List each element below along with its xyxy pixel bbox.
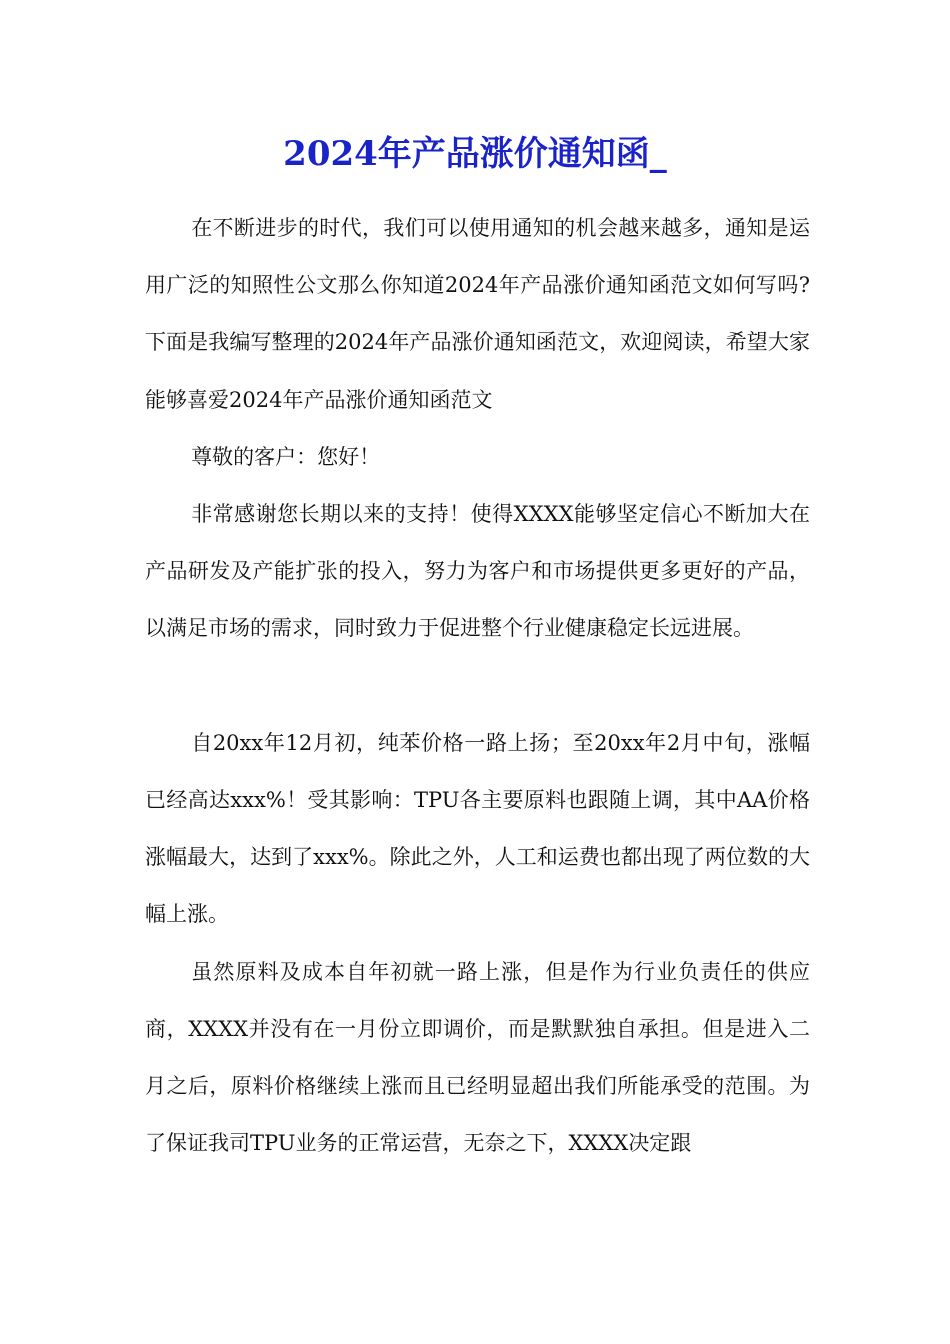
- paragraph-salutation: 尊敬的客户：您好！: [191, 444, 381, 469]
- paragraph-intro: 在不断进步的时代，我们可以使用通知的机会越来越多，通知是运用广泛的知照性公文那么你知道2024年产品涨价通知函范文如何写吗?下面是我编写整理的2024年产品涨价通知函范文，欢迎阅读，希望大家能够喜爱2024年产品涨价通知函范文: [145, 216, 810, 412]
- document-body: [145, 200, 810, 1172]
- paragraph-decision: 虽然原料及成本自年初就一路上涨，但是作为行业负责任的供应商，XXXX并没有在一月份立即调价，而是默默独自承担。但是进入二月之后，原料价格继续上涨而且已经明显超出我们所能承受的范围。为了保证我司TPU业务的正常运营，无奈之下，XXXX决定跟: [145, 959, 810, 1156]
- document-title: 2024年产品涨价通知函_: [283, 134, 667, 174]
- paragraph-gap: [145, 658, 810, 715]
- paragraph-thanks: 非常感谢您长期以来的支持！使得XXXX能够坚定信心不断加大在产品研发及产能扩张的投入，努力为客户和市场提供更多更好的产品，以满足市场的需求，同时致力于促进整个行业健康稳定长远进展。: [145, 502, 810, 641]
- paragraph-price-rise: 自20xx年12月初，纯苯价格一路上扬；至20xx年2月中旬，涨幅已经高达xxx%！受其影响：TPU各主要原料也跟随上调，其中AA价格涨幅最大，达到了xxx%。除此之外，人工和运费也都出现了两位数的大幅上涨。: [145, 730, 810, 927]
